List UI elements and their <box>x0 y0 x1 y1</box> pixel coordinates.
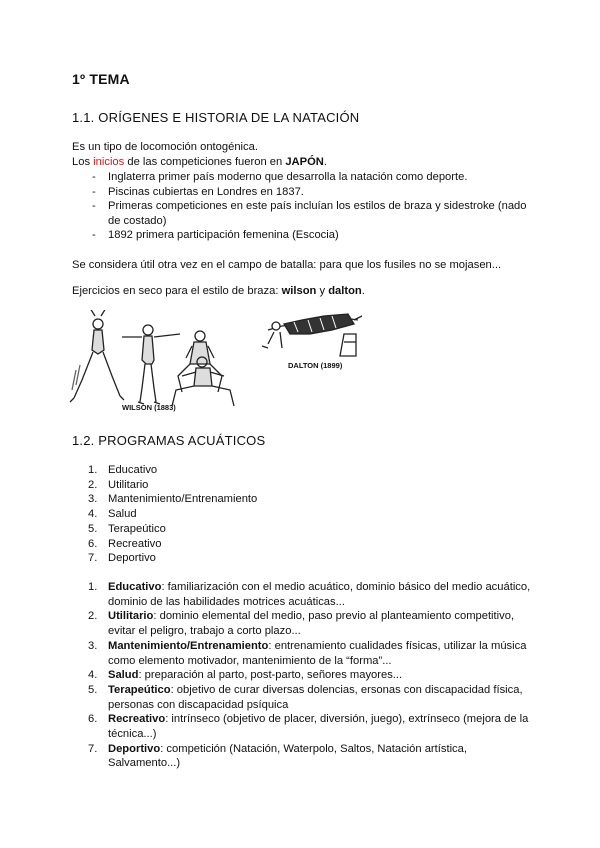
list-item: 2. Utilitario: dominio elemental del medio, paso previo al planteamiento competitivo, evitar el peligro, trabajo a corto plazo... <box>88 610 515 638</box>
battlefield-paragraph: Se considera útil otra vez en el campo de batalla: para que los fusiles no se mojasen... <box>72 259 502 271</box>
list-item: - 1892 primera participación femenina (Escocia) <box>72 228 542 243</box>
list-item: 3. Mantenimiento/Entrenamiento: entrenamiento cualidades físicas, utilizar la música como elemento motivador, mantenimiento de la “forma”... <box>88 639 527 667</box>
list-item: - Inglaterra primer país moderno que desarrolla la natación como deporte. <box>72 170 542 185</box>
section-heading-origins: 1.1. ORÍGENES E HISTORIA DE LA NATACIÓN <box>72 110 360 125</box>
programs-detail-list <box>72 580 534 771</box>
section-heading-programs: 1.2. PROGRAMAS ACUÁTICOS <box>72 433 266 448</box>
list-item: 7. Deportivo: competición (Natación, Waterpolo, Saltos, Natación artística, Salvamento...) <box>88 742 467 770</box>
list-item: 4. Salud: preparación al parto, post-parto, señores mayores... <box>88 669 403 682</box>
history-bullet-list <box>72 170 542 243</box>
dry-exercises-paragraph: Ejercicios en seco para el estilo de braza: wilson y dalton. <box>72 285 365 297</box>
list-item: 5. Terapeútico <box>88 522 166 535</box>
intro-line-2: Los inicios de las competiciones fueron en JAPÓN. <box>72 156 327 168</box>
list-item: 6. Recreativo: intrínseco (objetivo de placer, diversión, juego), extrínseco (mejora de la técnica...) <box>88 713 529 741</box>
list-item: 1. Educativo: familiarización con el medio acuático, dominio básico del medio acuático, dominio de las habilidades motrices acuáticas... <box>88 581 531 608</box>
list-item: - Piscinas cubiertas en Londres en 1837. <box>72 185 542 200</box>
list-item: 3. Mantenimiento/Entrenamiento <box>88 493 258 506</box>
list-item: 7. Deportivo <box>88 552 156 565</box>
bold-dalton: dalton <box>328 285 362 297</box>
bold-japon: JAPÓN <box>285 156 324 168</box>
programs-list <box>72 463 534 566</box>
page-title: 1º TEMA <box>72 71 130 87</box>
list-item: 2. Utilitario <box>88 478 149 491</box>
intro-line-1: Es un tipo de locomoción ontogénica. <box>72 141 258 153</box>
highlight-inicios: inicios <box>93 156 125 168</box>
bold-wilson: wilson <box>281 285 317 297</box>
caption-wilson: WILSON (1883) <box>122 403 176 412</box>
wilson-figures <box>70 310 234 406</box>
swimming-exercises-illustration <box>62 310 362 418</box>
list-item: 1. Educativo <box>88 464 158 476</box>
list-item: - Primeras competiciones en este país incluían los estilos de braza y sidestroke (nado de costado) <box>72 199 542 228</box>
list-item: 4. Salud <box>88 508 137 521</box>
list-item: 6. Recreativo <box>88 537 162 550</box>
caption-dalton: DALTON (1899) <box>288 361 343 370</box>
dalton-figure <box>262 314 362 356</box>
list-item: 5. Terapeútico: objetivo de curar diversas dolencias, ersonas con discapacidad física, personas con discapacidad psíquica <box>88 683 523 711</box>
